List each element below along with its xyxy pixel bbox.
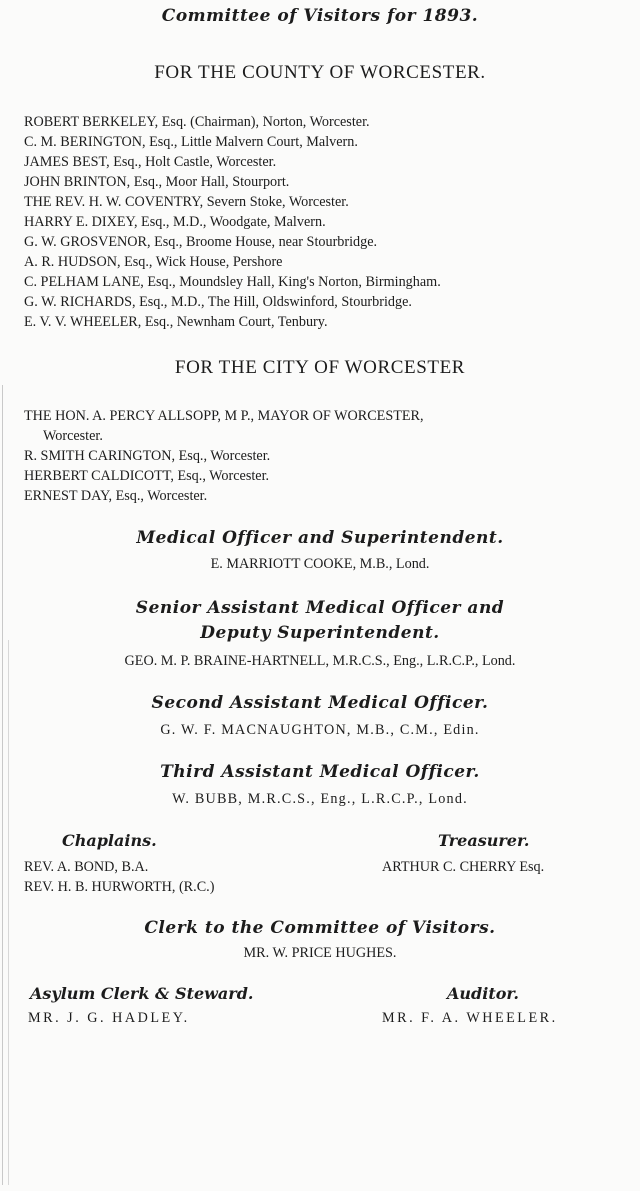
list-item: ERNEST DAY, Esq., Worcester. [24, 488, 208, 504]
clerk-name: MR. W. PRICE HUGHES. [243, 945, 397, 961]
list-item: Worcester. [43, 428, 103, 444]
list-item: A. R. HUDSON, Esq., Wick House, Pershore [24, 254, 283, 270]
senior-officer-heading-line1: Senior Assistant Medical Officer and [135, 598, 505, 618]
list-item: HARRY E. DIXEY, Esq., M.D., Woodgate, Malvern. [24, 214, 326, 230]
senior-officer-name: GEO. M. P. BRAINE-HARTNELL, M.R.C.S., Eng., L.R.C.P., Lond. [124, 653, 516, 669]
asylum-clerk-name: MR. J. G. HADLEY. [28, 1010, 190, 1026]
county-heading: FOR THE COUNTY OF WORCESTER. [154, 62, 486, 83]
list-item: JOHN BRINTON, Esq., Moor Hall, Stourport. [24, 174, 290, 190]
list-item: R. SMITH CARINGTON, Esq., Worcester. [24, 448, 271, 464]
list-item: THE HON. A. PERCY ALLSOPP, M P., MAYOR OF WORCESTER, [24, 408, 424, 424]
second-officer-name: G. W. F. MACNAUGHTON, M.B., C.M., Edin. [160, 722, 480, 738]
treasurer-name: ARTHUR C. CHERRY Esq. [382, 859, 545, 875]
medical-officer-name: E. MARRIOTT COOKE, M.B., Lond. [210, 556, 430, 572]
list-item: G. W. RICHARDS, Esq., M.D., The Hill, Oldswinford, Stourbridge. [24, 294, 412, 310]
list-item: ROBERT BERKELEY, Esq. (Chairman), Norton, Worcester. [24, 114, 370, 130]
chaplain-name: REV. H. B. HURWORTH, (R.C.) [24, 879, 215, 895]
list-item: C. PELHAM LANE, Esq., Moundsley Hall, King's Norton, Birmingham. [24, 274, 441, 290]
city-heading: FOR THE CITY OF WORCESTER [174, 357, 466, 378]
clerk-heading: Clerk to the Committee of Visitors. [144, 918, 496, 938]
treasurer-heading: Treasurer. [438, 831, 530, 850]
senior-officer-heading-line2: Deputy Superintendent. [200, 623, 440, 643]
chaplain-name: REV. A. BOND, B.A. [24, 859, 149, 875]
third-officer-name: W. BUBB, M.R.C.S., Eng., L.R.C.P., Lond. [172, 791, 468, 807]
document-title: Committee of Visitors for 1893. [161, 6, 479, 26]
asylum-clerk-heading: Asylum Clerk & Steward. [30, 984, 254, 1003]
medical-officer-heading: Medical Officer and Superintendent. [136, 528, 504, 548]
page-edge-shadow [2, 385, 3, 1185]
list-item: JAMES BEST, Esq., Holt Castle, Worcester. [24, 154, 277, 170]
second-officer-heading: Second Assistant Medical Officer. [151, 693, 489, 713]
list-item: HERBERT CALDICOTT, Esq., Worcester. [24, 468, 270, 484]
chaplains-heading: Chaplains. [62, 831, 157, 850]
auditor-heading: Auditor. [447, 984, 519, 1003]
third-officer-heading: Third Assistant Medical Officer. [160, 762, 480, 782]
list-item: G. W. GROSVENOR, Esq., Broome House, near Stourbridge. [24, 234, 378, 250]
list-item: E. V. V. WHEELER, Esq., Newnham Court, Tenbury. [24, 314, 328, 330]
list-item: C. M. BERINGTON, Esq., Little Malvern Court, Malvern. [24, 134, 358, 150]
list-item: THE REV. H. W. COVENTRY, Severn Stoke, Worcester. [24, 194, 349, 210]
auditor-name: MR. F. A. WHEELER. [382, 1010, 558, 1026]
